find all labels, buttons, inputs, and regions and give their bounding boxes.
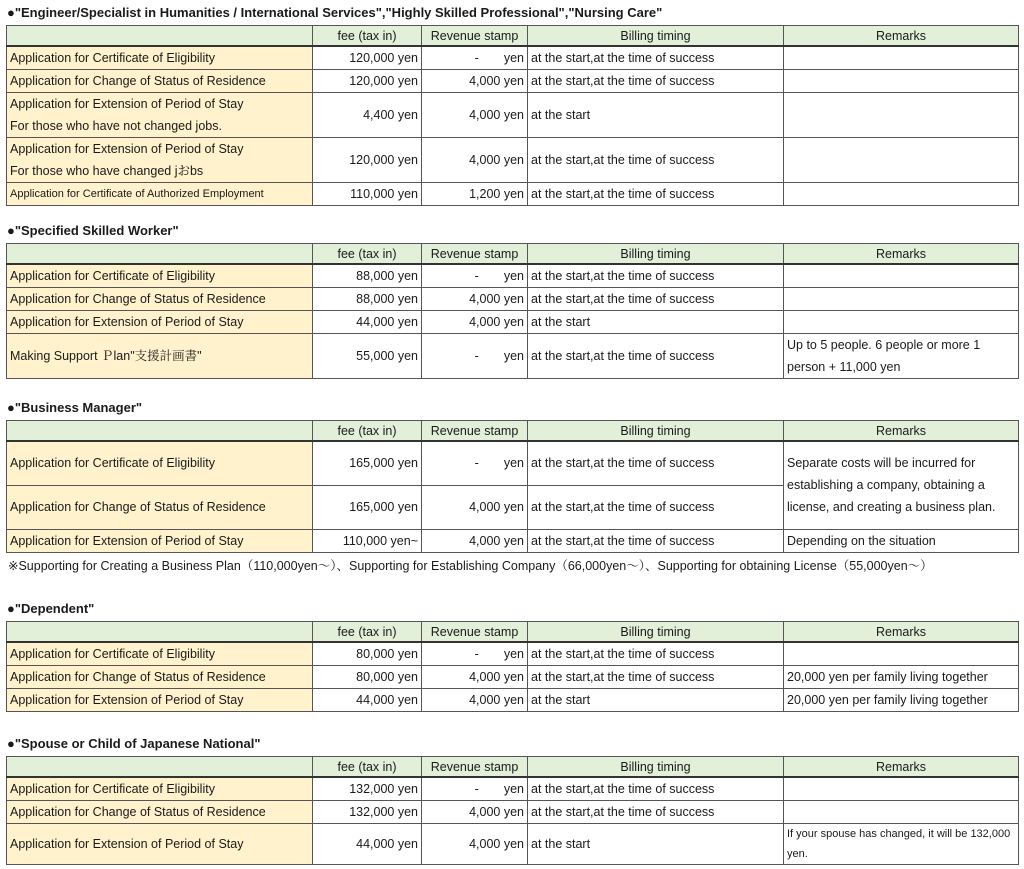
table-row: [7, 311, 1019, 334]
row-fee: 110,000 yen: [313, 183, 422, 206]
table-row: [7, 288, 1019, 311]
table-row: [7, 264, 1019, 288]
table-row: [7, 70, 1019, 93]
row-fee: 80,000 yen: [313, 642, 422, 666]
row-remarks: [784, 801, 1019, 824]
row-remarks: [784, 46, 1019, 70]
row-timing: at the start,at the time of success: [528, 183, 784, 206]
row-fee: 88,000 yen: [313, 288, 422, 311]
row-remarks: Separate costs will be incurred for establishing a company, obtaining a license, and creating a business plan.: [784, 441, 1019, 529]
row-remarks: [784, 777, 1019, 801]
header-blank: [7, 244, 313, 265]
row-fee: 120,000 yen: [313, 70, 422, 93]
header-stamp: Revenue stamp: [422, 622, 528, 643]
row-remarks: 20,000 yen per family living together: [784, 689, 1019, 712]
row-stamp: 4,000 yen: [422, 70, 528, 93]
row-fee: 110,000 yen~: [313, 529, 422, 552]
fee-table-dependent: [6, 621, 1019, 712]
header-fee: fee (tax in): [313, 421, 422, 442]
row-name: [7, 138, 313, 183]
table-row: [7, 689, 1019, 712]
row-timing: at the start: [528, 689, 784, 712]
row-stamp: 4,000 yen: [422, 529, 528, 552]
table-row: [7, 93, 1019, 138]
header-remarks: Remarks: [784, 244, 1019, 265]
table-row: [7, 529, 1019, 552]
table-row: [7, 777, 1019, 801]
table-row: [7, 183, 1019, 206]
header-blank: [7, 757, 313, 778]
header-fee: fee (tax in): [313, 757, 422, 778]
row-timing: at the start,at the time of success: [528, 485, 784, 529]
row-remarks: [784, 70, 1019, 93]
table-header-row: [7, 757, 1019, 778]
table-header-row: [7, 622, 1019, 643]
table-header-row: [7, 244, 1019, 265]
fee-table-engineer: [6, 25, 1019, 206]
row-timing: at the start: [528, 93, 784, 138]
table-row: [7, 334, 1019, 379]
table-row: [7, 46, 1019, 70]
row-timing: at the start,at the time of success: [528, 441, 784, 485]
row-stamp: 4,000 yen: [422, 311, 528, 334]
header-timing: Billing timing: [528, 244, 784, 265]
table-row: [7, 441, 1019, 485]
row-remarks: [784, 138, 1019, 183]
row-fee: 165,000 yen: [313, 441, 422, 485]
row-name: Making Support Ｐlan"支援計画書": [7, 334, 313, 379]
row-stamp: - yen: [422, 334, 528, 379]
row-timing: at the start,at the time of success: [528, 642, 784, 666]
row-timing: at the start,at the time of success: [528, 334, 784, 379]
header-blank: [7, 26, 313, 47]
row-name: Application for Certificate of Eligibility: [7, 264, 313, 288]
row-stamp: 4,000 yen: [422, 485, 528, 529]
row-stamp: - yen: [422, 642, 528, 666]
row-fee: 120,000 yen: [313, 138, 422, 183]
header-remarks: Remarks: [784, 26, 1019, 47]
row-timing: at the start: [528, 824, 784, 865]
header-stamp: Revenue stamp: [422, 757, 528, 778]
header-fee: fee (tax in): [313, 622, 422, 643]
row-remarks: Up to 5 people. 6 people or more 1 person + 11,000 yen: [784, 334, 1019, 379]
row-timing: at the start,at the time of success: [528, 264, 784, 288]
row-fee: 88,000 yen: [313, 264, 422, 288]
row-stamp: 4,000 yen: [422, 824, 528, 865]
header-timing: Billing timing: [528, 757, 784, 778]
header-timing: Billing timing: [528, 622, 784, 643]
row-remarks: [784, 183, 1019, 206]
row-stamp: - yen: [422, 777, 528, 801]
row-fee: 4,400 yen: [313, 93, 422, 138]
row-timing: at the start,at the time of success: [528, 801, 784, 824]
row-name: Application for Certificate of Eligibility: [7, 642, 313, 666]
row-fee: 55,000 yen: [313, 334, 422, 379]
table-row: [7, 138, 1019, 183]
row-fee: 120,000 yen: [313, 46, 422, 70]
header-remarks: Remarks: [784, 421, 1019, 442]
row-timing: at the start,at the time of success: [528, 529, 784, 552]
row-stamp: 4,000 yen: [422, 138, 528, 183]
header-fee: fee (tax in): [313, 26, 422, 47]
row-stamp: 4,000 yen: [422, 93, 528, 138]
table-row: [7, 666, 1019, 689]
row-stamp: 4,000 yen: [422, 288, 528, 311]
section-title-engineer: ●"Engineer/Specialist in Humanities / International Services","Highly Skilled Professional","Nursing Care": [7, 5, 663, 20]
header-stamp: Revenue stamp: [422, 421, 528, 442]
section-title-spouse: ●"Spouse or Child of Japanese National": [7, 736, 261, 751]
row-timing: at the start,at the time of success: [528, 666, 784, 689]
section-title-specified-skilled: ●"Specified Skilled Worker": [7, 223, 179, 238]
row-name: Application for Change of Status of Residence: [7, 485, 313, 529]
row-name-line1: Application for Extension of Period of Stay: [10, 97, 244, 111]
row-remarks: If your spouse has changed, it will be 132,000 yen.: [784, 824, 1019, 865]
row-name: Application for Extension of Period of Stay: [7, 824, 313, 865]
header-timing: Billing timing: [528, 421, 784, 442]
row-fee: 44,000 yen: [313, 311, 422, 334]
business-support-note: ※Supporting for Creating a Business Plan（110,000yen～）、Supporting for Establishing Company（66,000yen～）、Supporting for obtaining License（55,000yen～）: [8, 559, 933, 573]
header-remarks: Remarks: [784, 757, 1019, 778]
row-name: Application for Extension of Period of Stay: [7, 311, 313, 334]
row-timing: at the start,at the time of success: [528, 138, 784, 183]
section-title-dependent: ●"Dependent": [7, 601, 95, 616]
row-stamp: - yen: [422, 264, 528, 288]
row-stamp: - yen: [422, 441, 528, 485]
row-remarks: [784, 93, 1019, 138]
row-name-line2: For those who have changed jおbs: [10, 164, 204, 178]
row-name: Application for Change of Status of Residence: [7, 801, 313, 824]
header-fee: fee (tax in): [313, 244, 422, 265]
row-name: Application for Extension of Period of Stay: [7, 529, 313, 552]
row-name-line2: For those who have not changed jobs.: [10, 119, 222, 133]
row-name-line1: Application for Extension of Period of Stay: [10, 142, 244, 156]
row-fee: 44,000 yen: [313, 824, 422, 865]
row-fee: 132,000 yen: [313, 777, 422, 801]
row-fee: 165,000 yen: [313, 485, 422, 529]
table-header-row: [7, 26, 1019, 47]
fee-table-spouse: [6, 756, 1019, 865]
row-name: Application for Change of Status of Residence: [7, 666, 313, 689]
row-name: Application for Extension of Period of Stay: [7, 689, 313, 712]
row-name: Application for Certificate of Eligibility: [7, 46, 313, 70]
row-name: [7, 93, 313, 138]
header-remarks: Remarks: [784, 622, 1019, 643]
row-timing: at the start,at the time of success: [528, 46, 784, 70]
row-timing: at the start: [528, 311, 784, 334]
row-fee: 44,000 yen: [313, 689, 422, 712]
row-stamp: 4,000 yen: [422, 801, 528, 824]
header-blank: [7, 421, 313, 442]
row-stamp: - yen: [422, 46, 528, 70]
table-row: [7, 801, 1019, 824]
row-remarks: [784, 288, 1019, 311]
row-fee: 80,000 yen: [313, 666, 422, 689]
row-remarks: [784, 311, 1019, 334]
row-remarks: Depending on the situation: [784, 529, 1019, 552]
fee-table-specified-skilled: [6, 243, 1019, 379]
row-name: Application for Change of Status of Residence: [7, 70, 313, 93]
row-remarks: 20,000 yen per family living together: [784, 666, 1019, 689]
table-header-row: [7, 421, 1019, 442]
row-stamp: 1,200 yen: [422, 183, 528, 206]
fee-table-business-manager: [6, 420, 1019, 553]
table-row: [7, 824, 1019, 865]
row-name: Application for Certificate of Authorized Employment: [7, 183, 313, 206]
row-stamp: 4,000 yen: [422, 689, 528, 712]
header-stamp: Revenue stamp: [422, 26, 528, 47]
header-blank: [7, 622, 313, 643]
row-timing: at the start,at the time of success: [528, 288, 784, 311]
row-timing: at the start,at the time of success: [528, 777, 784, 801]
row-name: Application for Certificate of Eligibility: [7, 777, 313, 801]
header-timing: Billing timing: [528, 26, 784, 47]
row-remarks: [784, 642, 1019, 666]
header-stamp: Revenue stamp: [422, 244, 528, 265]
row-timing: at the start,at the time of success: [528, 70, 784, 93]
row-name: Application for Certificate of Eligibility: [7, 441, 313, 485]
section-title-business-manager: ●"Business Manager": [7, 400, 143, 415]
row-remarks: [784, 264, 1019, 288]
row-name: Application for Change of Status of Residence: [7, 288, 313, 311]
row-fee: 132,000 yen: [313, 801, 422, 824]
table-row: [7, 642, 1019, 666]
row-stamp: 4,000 yen: [422, 666, 528, 689]
